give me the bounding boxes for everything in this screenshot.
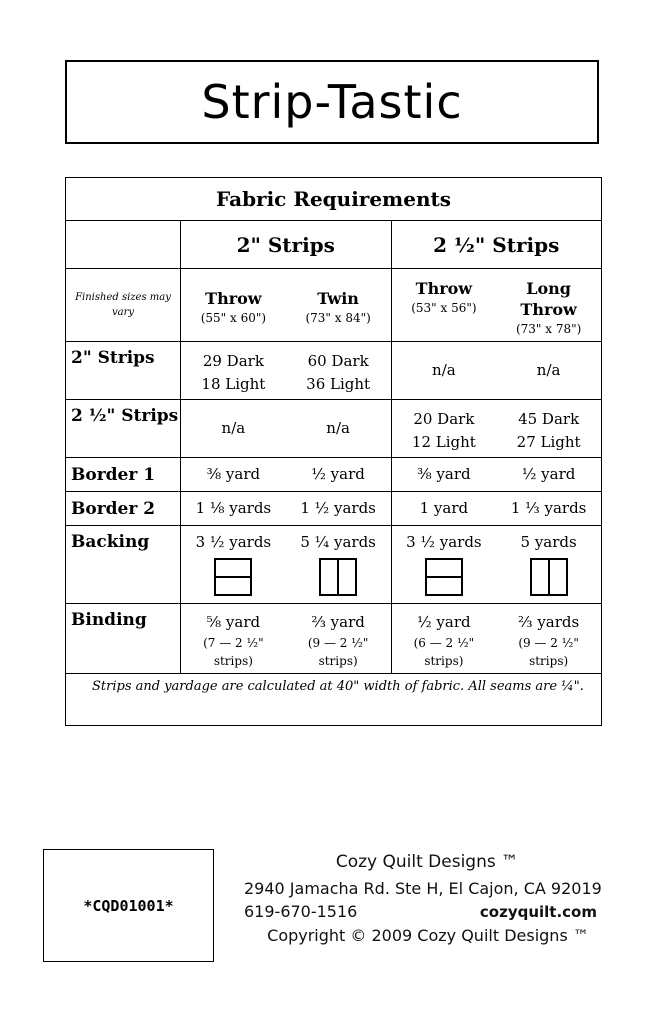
size-name: Twin <box>317 289 359 308</box>
size-col-4 <box>496 278 601 338</box>
row-label: Backing <box>66 526 181 604</box>
page-title: Strip-Tastic <box>201 75 463 129</box>
phone: 619-670-1516 <box>244 902 358 921</box>
group-header-2in: 2" Strips <box>181 221 392 269</box>
product-code-box <box>43 849 214 962</box>
table-cell: 29 Dark 18 Light <box>201 352 266 393</box>
table-cell: n/a <box>536 361 561 379</box>
table-cell: n/a <box>432 361 456 379</box>
table-cell: ½ yard <box>311 465 365 483</box>
size-dims: (73" x 78") <box>515 321 582 336</box>
size-name: Long Throw <box>520 278 577 319</box>
binding-note: (6 — 2 ½" strips) <box>413 635 475 668</box>
website-link[interactable]: cozyquilt.com <box>479 903 597 921</box>
table-cell: ⅝ yard <box>206 612 261 631</box>
size-col-3 <box>392 278 497 338</box>
table-cell: ⅔ yard <box>311 612 365 631</box>
horizontal-seam-icon <box>425 558 463 596</box>
empty-corner <box>66 221 181 269</box>
table-cell: 3 ½ yards <box>406 532 482 551</box>
size-col-1 <box>181 288 286 327</box>
company-name: Cozy Quilt Designs ™ <box>335 852 519 872</box>
backing-cell <box>286 531 391 603</box>
table-cell: ½ yard <box>521 465 576 483</box>
fabric-requirements-table <box>65 177 602 726</box>
binding-note: (9 — 2 ½" strips) <box>518 635 579 668</box>
table-cell: 5 yards <box>520 532 577 551</box>
product-code: *CQD01001* <box>83 896 174 915</box>
table-cell: ⅔ yards <box>518 612 580 631</box>
binding-note: (9 — 2 ½" strips) <box>307 635 369 668</box>
row-label: Binding <box>66 604 181 674</box>
table-cell: 45 Dark 27 Light <box>516 410 581 451</box>
row-label: 2 ½" Strips <box>66 400 181 458</box>
vertical-seam-icon <box>530 558 568 596</box>
backing-cell <box>181 531 286 603</box>
backing-cell <box>496 531 601 603</box>
vertical-seam-icon <box>319 558 357 596</box>
row-label: 2" Strips <box>66 342 181 400</box>
table-cell: 5 ¼ yards <box>300 532 376 551</box>
table-heading: Fabric Requirements <box>66 178 602 221</box>
copyright: Copyright © 2009 Cozy Quilt Designs ™ <box>267 926 589 945</box>
size-col-2 <box>286 288 391 327</box>
horizontal-seam-icon <box>214 558 252 596</box>
size-name: Throw <box>205 289 262 308</box>
table-cell: 1 yard <box>419 499 469 517</box>
table-footnote: Strips and yardage are calculated at 40" width of fabric. All seams are ¼". <box>66 674 602 726</box>
table-cell: 1 ⅓ yards <box>510 499 587 517</box>
size-dims: (55" x 60") <box>200 311 267 325</box>
title-box <box>65 60 599 144</box>
size-name: Throw <box>415 278 473 298</box>
table-cell: ½ yard <box>417 612 471 631</box>
table-cell: 60 Dark 36 Light <box>306 352 371 393</box>
table-cell: 1 ½ yards <box>300 499 376 517</box>
size-dims: (73" x 84") <box>305 311 371 325</box>
size-note: Finished sizes may vary <box>66 269 181 342</box>
size-dims: (53" x 56") <box>411 300 477 315</box>
row-label: Border 1 <box>66 458 181 492</box>
backing-cell <box>392 531 497 603</box>
row-label: Border 2 <box>66 492 181 526</box>
table-cell: 20 Dark 12 Light <box>411 410 476 451</box>
contact-block <box>232 852 632 945</box>
group-header-2half-in: 2 ½" Strips <box>391 221 602 269</box>
table-cell: ⅜ yard <box>206 465 261 483</box>
table-cell: n/a <box>221 419 246 437</box>
table-cell: 3 ½ yards <box>195 532 272 551</box>
binding-note: (7 — 2 ½" strips) <box>203 635 264 668</box>
address: 2940 Jamacha Rd. Ste H, El Cajon, CA 92019 <box>244 879 602 898</box>
table-cell: n/a <box>326 419 350 437</box>
table-cell: 1 ⅛ yards <box>195 499 272 517</box>
table-cell: ⅜ yard <box>417 465 471 483</box>
